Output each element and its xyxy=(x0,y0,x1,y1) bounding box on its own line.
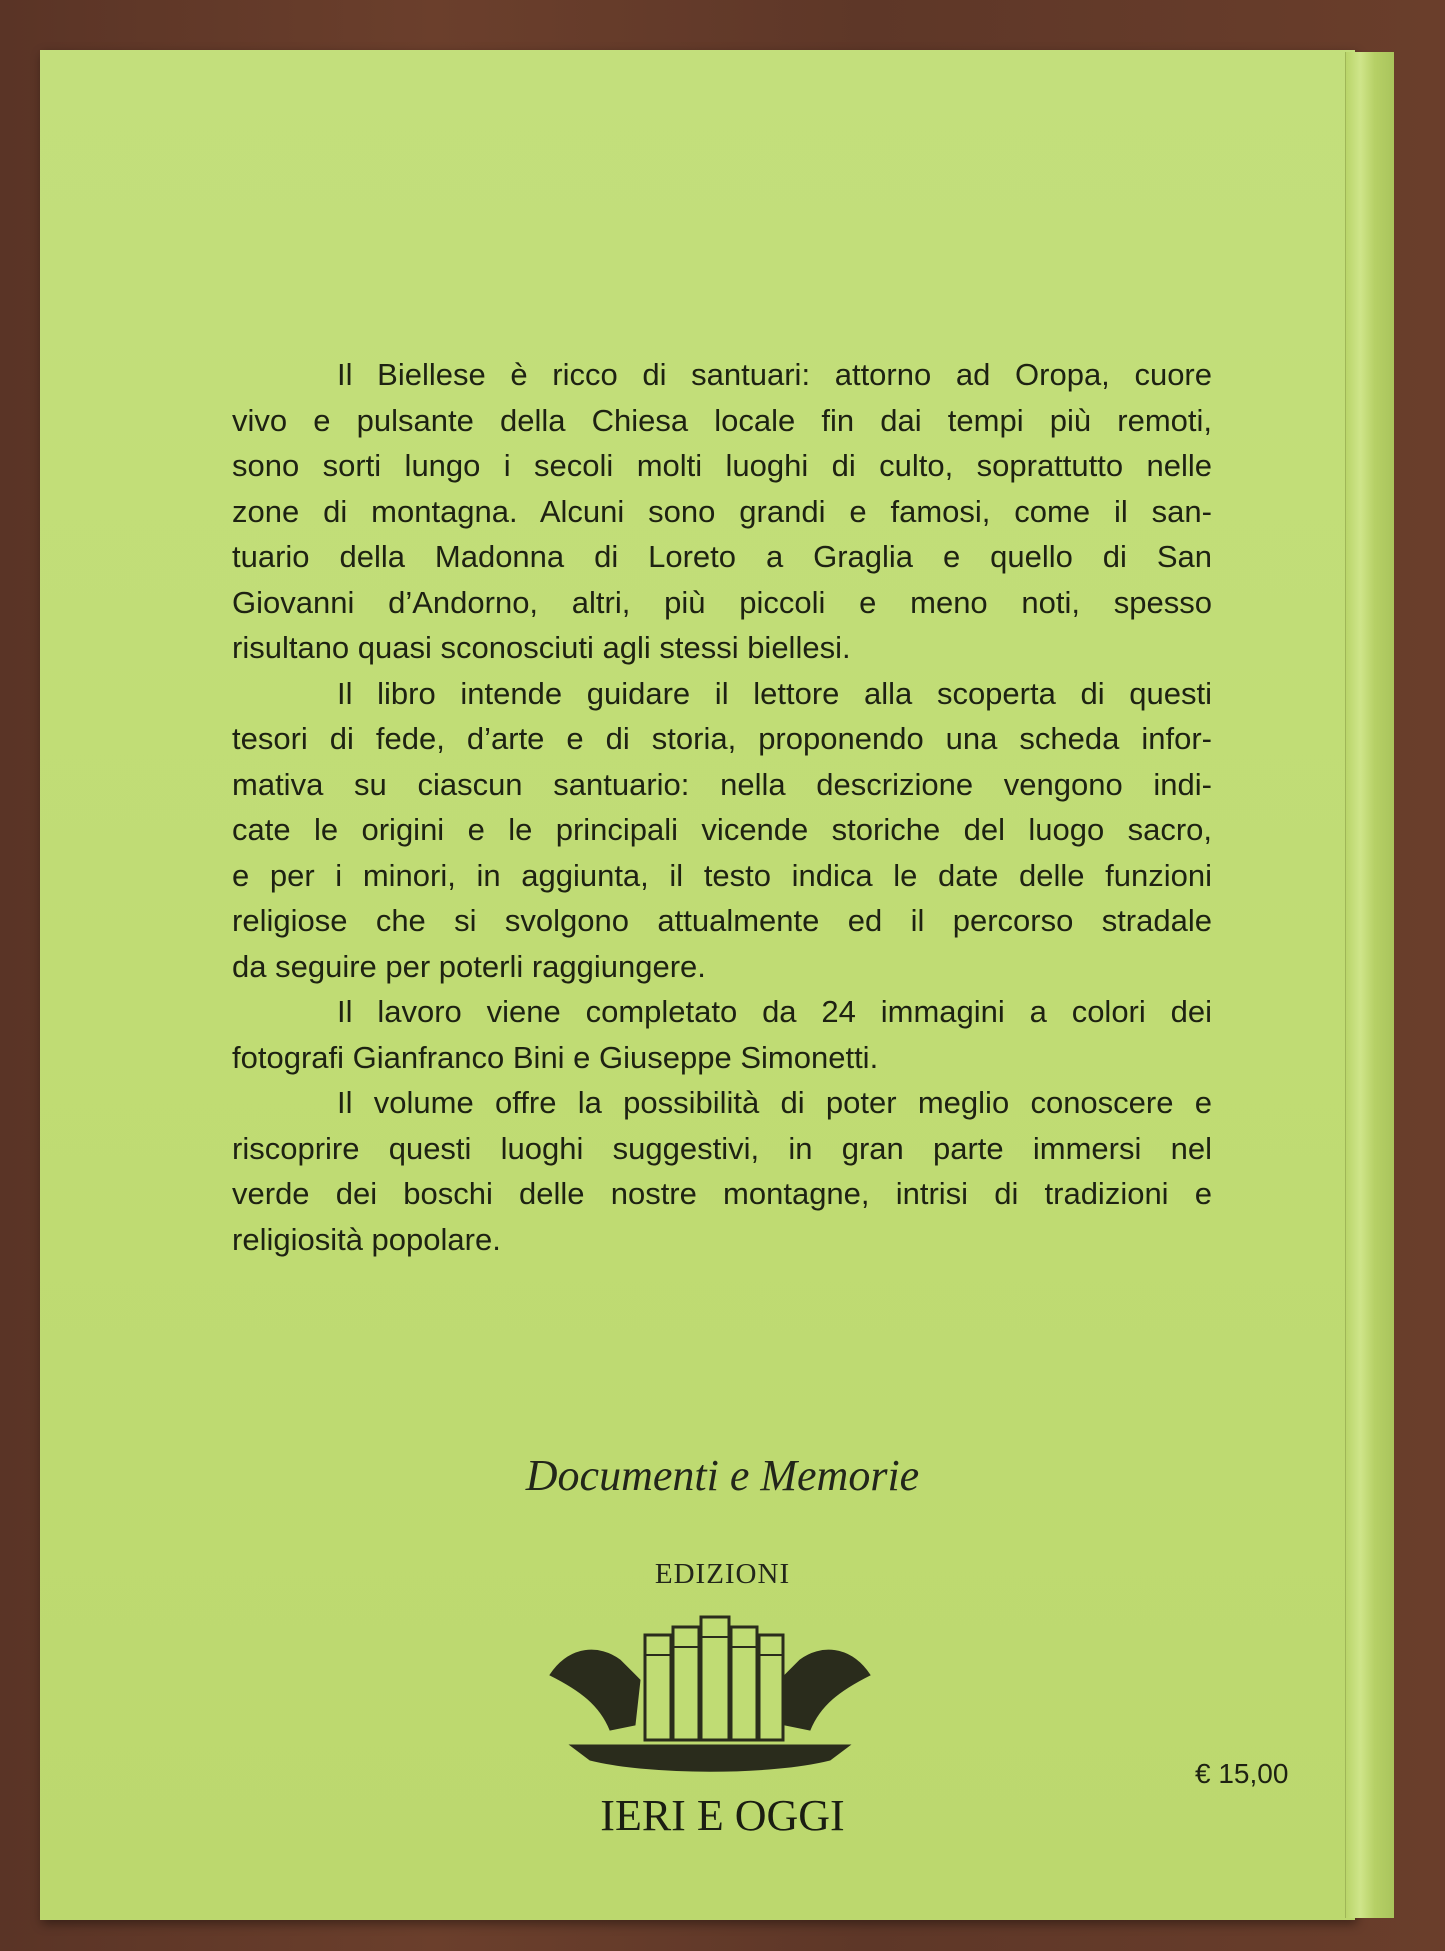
text-line: Il Biellese è ricco di santuari: attorno ad Oropa, cuore xyxy=(337,357,1212,392)
text-line: religiosità popolare. xyxy=(232,1221,501,1257)
publisher-name: IERI E OGGI xyxy=(600,1791,845,1840)
text-line: Il lavoro viene completato da 24 immagini a colori dei xyxy=(337,994,1212,1029)
text-line: fotografi Gianfranco Bini e Giuseppe Simonetti. xyxy=(232,1039,879,1075)
book-spine-edge xyxy=(1345,52,1394,1918)
text-line: religiose che si svolgono attualmente ed il percorso stradale xyxy=(232,903,1212,938)
text-line: Il volume offre la possibilità di poter meglio conoscere e xyxy=(337,1085,1212,1120)
text-line: e per i minori, in aggiunta, il testo indica le date delle funzioni xyxy=(232,857,1212,893)
text-line: sono sorti lungo i secoli molti luoghi di culto, soprattutto nelle xyxy=(232,448,1212,483)
text-line: Il libro intende guidare il lettore alla scoperta di questi xyxy=(337,675,1212,711)
text-line: mativa su ciascun santuario: nella descrizione vengono indi- xyxy=(232,766,1212,802)
blurb-text xyxy=(232,352,1212,1262)
text-line: Giovanni d’Andorno, altri, più piccoli e meno noti, spesso xyxy=(232,584,1212,620)
text-line: cate le origini e le principali vicende storiche del luogo sacro, xyxy=(232,812,1212,847)
text-line: tesori di fede, d’arte e di storia, proponendo una scheda infor- xyxy=(232,721,1212,756)
price: € 15,00 xyxy=(1195,1758,1289,1789)
text-line: tuario della Madonna di Loreto a Graglia e quello di San xyxy=(232,539,1212,574)
text-line: verde dei boschi delle nostre montagne, intrisi di tradizioni e xyxy=(232,1176,1212,1211)
edizioni-label: EDIZIONI xyxy=(654,1558,791,1590)
publisher-logo-books-griffins xyxy=(540,1605,880,1775)
series-title: Documenti e Memorie xyxy=(525,1451,920,1500)
text-line: zone di montagna. Alcuni sono grandi e famosi, come il san- xyxy=(232,493,1212,529)
text-line: vivo e pulsante della Chiesa locale fin dai tempi più remoti, xyxy=(232,402,1212,438)
text-line: da seguire per poterli raggiungere. xyxy=(232,948,706,984)
text-line: risultano quasi sconosciuti agli stessi biellesi. xyxy=(232,630,851,665)
text-line: riscoprire questi luoghi suggestivi, in gran parte immersi nel xyxy=(232,1130,1212,1166)
